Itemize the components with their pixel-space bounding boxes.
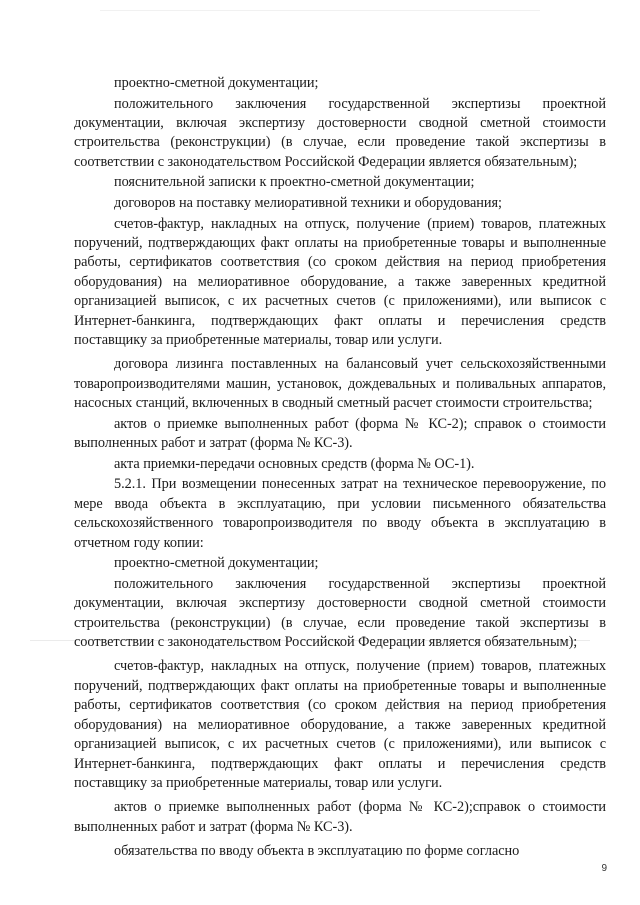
paragraph: договора лизинга поставленных на балансовый учет сельскохозяйственными товаропроизводителями машин, установок, дождевальных и поливальных аппаратов, насосных станций, включенных в сводный сметный расчет стоимости строительства; — [74, 356, 606, 412]
paragraph: пояснительной записки к проектно-сметной документации; — [114, 174, 475, 191]
section-paragraph-5-2-1: 5.2.1. При возмещении понесенных затрат на техническое перевооружение, по мере ввода объекта в эксплуатацию, при условии письменного обязательства сельскохозяйственного товаропроизводителя по вводу объекта в эксплуатацию в отчетном году копии: — [74, 476, 606, 551]
page-number: 9 — [601, 863, 607, 874]
paragraph: положительного заключения государственной экспертизы проектной документации, включая экспертизу достоверности сводной сметной стоимости строительства (реконструкции) (в случае, если проведение такой экспертизы в соответствии с законодательством Российской Федерации является обязательным); — [74, 95, 606, 170]
scan-artifact-top — [100, 10, 540, 11]
paragraph: счетов-фактур, накладных на отпуск, получение (прием) товаров, платежных поручений, подтверждающих факт оплаты на приобретенные товары и выполненные работы, сертификатов соответствия (со сроком действия на период приобретения оборудования) на мелиоративное оборудование, а также заверенных кредитной организацией выписок, с их расчетных счетов (с приложениями), или выписок с Интернет-банкинга, подтверждающих факт оплаты и перечисления средств поставщику за приобретенные материалы, товар или услуги. — [74, 658, 606, 791]
paragraph: счетов-фактур, накладных на отпуск, получение (прием) товаров, платежных поручений, подтверждающих факт оплаты на приобретенные товары и выполненные работы, сертификатов соответствия (со сроком действия на период приобретения оборудования) на мелиоративное оборудование, а также заверенных кредитной организацией выписок, с их расчетных счетов (с приложениями), или выписок с Интернет-банкинга, подтверждающих факт оплаты и перечисления средств поставщику за приобретенные материалы, товар или услуги. — [74, 215, 606, 349]
paragraph: проектно-сметной документации; — [114, 555, 319, 572]
paragraph: обязательства по вводу объекта в эксплуатацию по форме согласно — [114, 843, 520, 860]
document-body — [74, 74, 606, 863]
paragraph: положительного заключения государственной экспертизы проектной документации, включая экспертизу достоверности сводной сметной стоимости строительства (реконструкции) (в случае, если проведение такой экспертизы в соответствии с законодательством Российской Федерации является обязательным); — [74, 575, 606, 651]
paragraph: актов о приемке выполненных работ (форма № КС-2); справок о стоимости выполненных работ и затрат (форма № КС-3). — [74, 415, 606, 452]
paragraph: договоров на поставку мелиоративной техники и оборудования; — [114, 195, 502, 211]
paragraph: проектно-сметной документации; — [114, 75, 319, 91]
paragraph: акта приемки-передачи основных средств (форма № ОС-1). — [114, 455, 475, 472]
paragraph: актов о приемке выполненных работ (форма № КС-2);справок о стоимости выполненных работ и затрат (форма № КС-3). — [74, 799, 606, 835]
